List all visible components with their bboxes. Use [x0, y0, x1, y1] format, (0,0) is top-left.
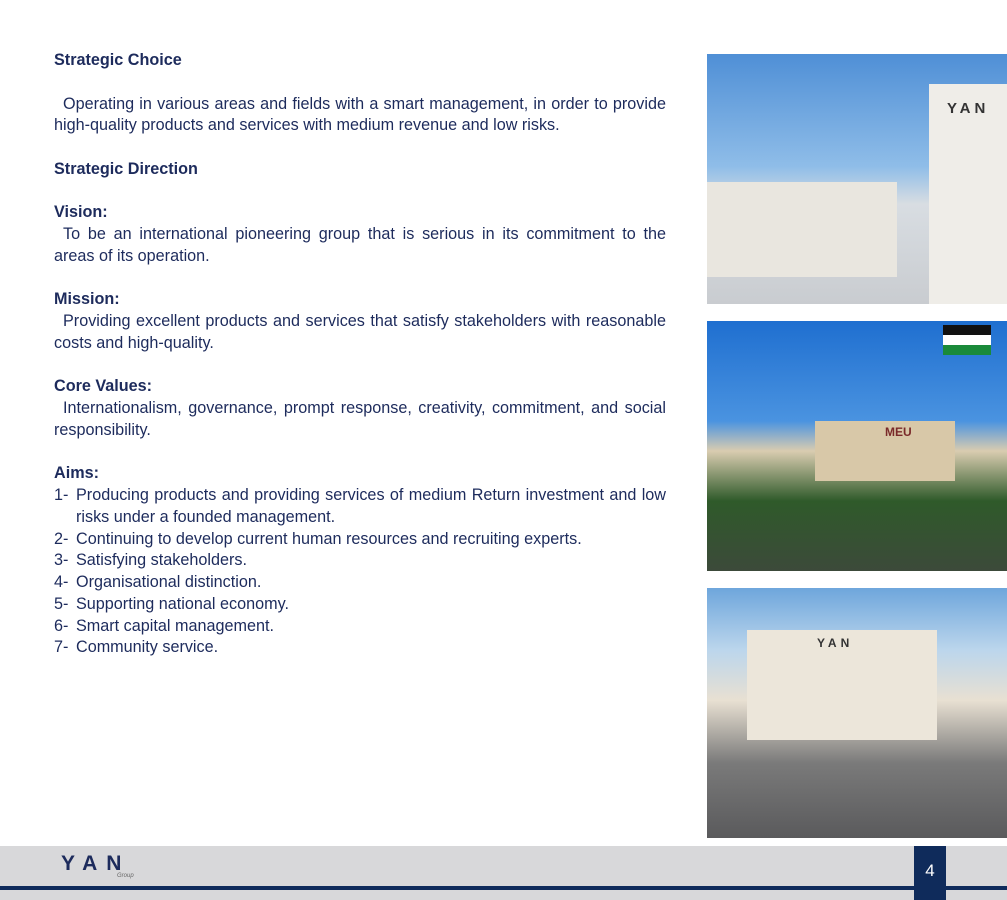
footer-bottom	[0, 890, 1007, 900]
list-text: Organisational distinction.	[76, 573, 262, 591]
list-number: 6-	[54, 616, 69, 635]
list-number: 1-	[54, 486, 69, 504]
body-text	[54, 50, 666, 659]
list-item	[54, 485, 666, 529]
building-sign: MEU	[885, 425, 912, 439]
list-number: 7-	[54, 638, 69, 657]
core-values-heading: Core Values:	[54, 377, 153, 396]
yan-logo	[61, 852, 134, 879]
strategic-choice-heading: Strategic Choice	[54, 51, 182, 69]
list-number: 4-	[54, 573, 69, 591]
footer-band	[0, 846, 1007, 886]
page-number: 4	[914, 846, 946, 900]
aims-heading: Aims:	[54, 464, 99, 483]
list-number: 2-	[54, 529, 69, 548]
vision-heading: Vision:	[54, 203, 108, 222]
building-sign: YAN	[947, 100, 990, 117]
logo-text: YAN	[61, 852, 131, 875]
list-item	[54, 594, 666, 616]
list-text: Continuing to develop current human resources and recruiting experts.	[76, 529, 582, 548]
list-number: 5-	[54, 594, 69, 613]
list-text: Satisfying stakeholders.	[76, 551, 247, 570]
flag	[943, 325, 991, 355]
strategic-direction-heading: Strategic Direction	[54, 159, 198, 178]
list-item	[54, 550, 666, 572]
list-item	[54, 572, 666, 594]
mission-heading: Mission:	[54, 290, 120, 309]
list-number: 3-	[54, 551, 69, 570]
list-text: Smart capital management.	[76, 616, 274, 635]
strategic-choice-text: Operating in various areas and fields with a smart management, in order to provide high-quality products and services with medium revenue and low risks.	[54, 94, 666, 135]
list-text: Community service.	[76, 638, 219, 657]
core-values-text: Internationalism, governance, prompt response, creativity, commitment, and social responsibility.	[54, 399, 666, 439]
building-photo-3	[707, 588, 1007, 838]
aims-list	[54, 485, 666, 659]
mission-text: Providing excellent products and services that satisfy stakeholders with reasonable costs and high-quality.	[54, 312, 666, 352]
building-photo-1	[707, 54, 1007, 304]
vision-text: To be an international pioneering group that is serious in its commitment to the areas of its operation.	[54, 225, 666, 265]
list-item	[54, 616, 666, 638]
building-sign: YAN	[817, 636, 854, 650]
list-item	[54, 637, 666, 659]
list-text: Producing products and providing services of medium Return investment and low risks under a founded management.	[76, 486, 666, 526]
logo-subtext: Group	[117, 873, 134, 879]
list-text: Supporting national economy.	[76, 594, 289, 613]
building-photo-2	[707, 321, 1007, 571]
list-item	[54, 529, 666, 551]
